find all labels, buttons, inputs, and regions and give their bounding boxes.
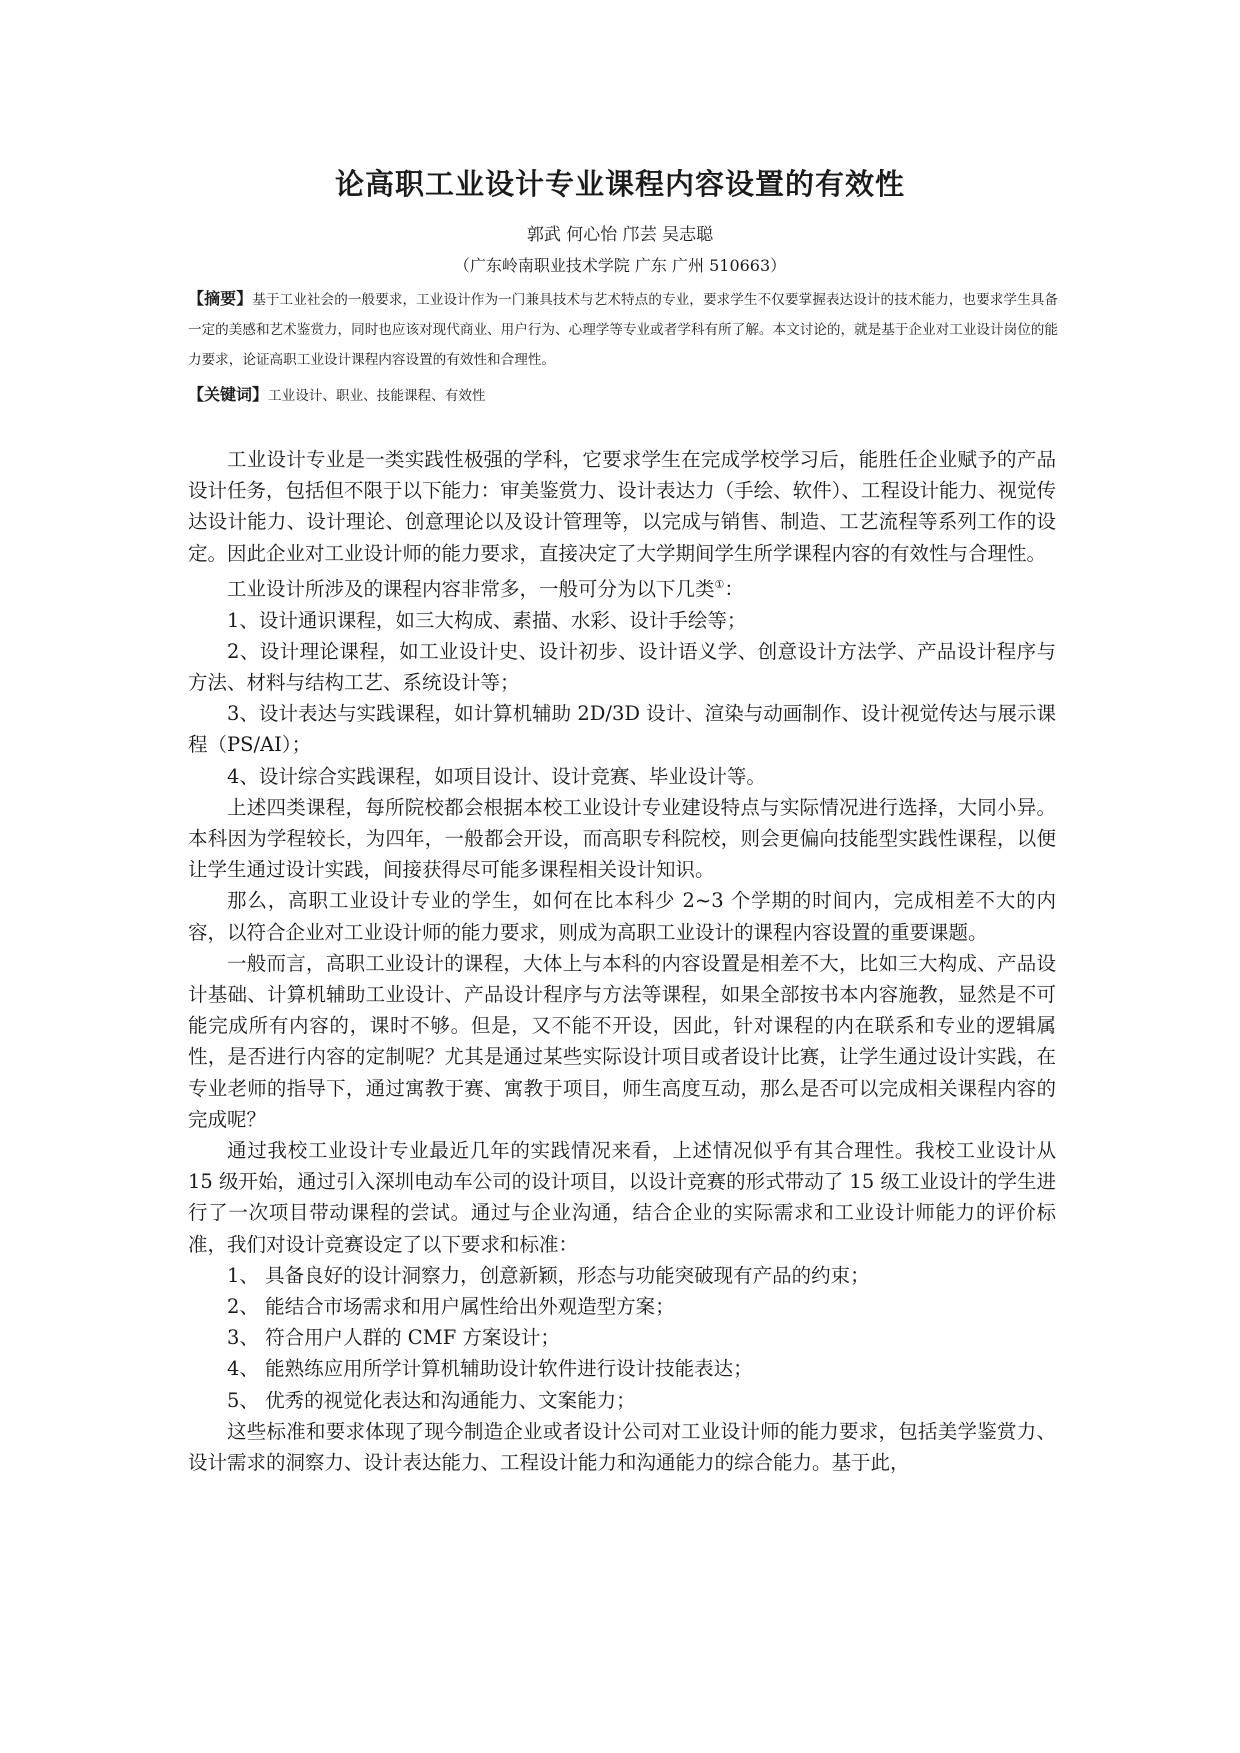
abstract — [188, 284, 1058, 375]
list-item: 5、 优秀的视觉化表达和沟通能力、文案能力； — [227, 1388, 636, 1412]
list-item: 4、 能熟练应用所学计算机辅助设计软件进行设计技能表达； — [227, 1357, 753, 1381]
paragraph: 这些标准和要求体现了现今制造企业或者设计公司对工业设计师的能力要求，包括美学鉴赏力、设计需求的洞察力、设计表达能力、工程设计能力和沟通能力的综合能力。基于此， — [188, 1419, 1056, 1474]
paragraph: 上述四类课程，每所院校都会根据本校工业设计专业建设特点与实际情况进行选择，大同小异。本科因为学程较长，为四年，一般都会开设，而高职专科院校，则会更偏向技能型实践性课程，以便让学生通过设计实践，间接获得尽可能多课程相关设计知识。 — [188, 795, 1056, 882]
list-item: 3、设计表达与实践课程，如计算机辅助 2D/3D 设计、渲染与动画制作、设计视觉传达与展示课程（PS/AI）； — [188, 702, 1056, 757]
footnote-marker: ① — [714, 577, 725, 591]
paper-title: 论高职工业设计专业课程内容设置的有效性 — [334, 167, 905, 201]
abstract-label: 【摘要】 — [188, 289, 253, 308]
body-text — [188, 444, 1056, 1478]
keywords — [188, 380, 1058, 411]
paragraph-end: ： — [724, 577, 744, 601]
paragraph: 通过我校工业设计专业最近几年的实践情况来看，上述情况似乎有其合理性。我校工业设计从 15 级开始，通过引入深圳电动车公司的设计项目，以设计竞赛的形式带动了 15 级工业设计的学生进行了一次项目带动课程的尝试。通过与企业沟通，结合企业的实际需求和工业设计师能力的评价标准，我们对设计竞赛设定了以下要求和标准： — [188, 1138, 1056, 1256]
paper-affiliation: （广东岭南职业技术学院 广东 广州 510663） — [453, 256, 787, 275]
list-item: 4、设计综合实践课程，如项目设计、设计竞赛、毕业设计等。 — [227, 764, 766, 788]
paragraph-text: 工业设计所涉及的课程内容非常多，一般可分为以下几类 — [227, 577, 715, 601]
paragraph: 那么，高职工业设计专业的学生，如何在比本科少 2~3 个学期的时间内，完成相差不大的内容，以符合企业对工业设计师的能力要求，则成为高职工业设计的课程内容设置的重要课题。 — [188, 889, 1056, 944]
list-item: 2、设计理论课程，如工业设计史、设计初步、设计语义学、创意设计方法学、产品设计程序与方法、材料与结构工艺、系统设计等； — [188, 639, 1056, 694]
list-item: 1、 具备良好的设计洞察力，创意新颖，形态与功能突破现有产品的约束； — [227, 1263, 870, 1287]
paper-authors: 郭武 何心怡 邝芸 吴志聪 — [526, 225, 714, 245]
list-item: 1、设计通识课程，如三大构成、素描、水彩、设计手绘等； — [227, 608, 747, 632]
list-item: 3、 符合用户人群的 CMF 方案设计； — [227, 1326, 560, 1350]
paragraph — [188, 569, 1056, 605]
keywords-label: 【关键词】 — [188, 385, 269, 404]
list-item: 2、 能结合市场需求和用户属性给出外观造型方案； — [227, 1294, 675, 1318]
keywords-text: 工业设计、职业、技能课程、有效性 — [268, 388, 486, 404]
paragraph: 工业设计专业是一类实践性极强的学科，它要求学生在完成学校学习后，能胜任企业赋予的产品设计任务，包括但不限于以下能力：审美鉴赏力、设计表达力（手绘、软件）、工程设计能力、视觉传达设计能力、设计理论、创意理论以及设计管理等，以完成与销售、制造、工艺流程等系列工作的设定。因此企业对工业设计师的能力要求，直接决定了大学期间学生所学课程内容的有效性与合理性。 — [188, 448, 1056, 565]
paragraph: 一般而言，高职工业设计的课程，大体上与本科的内容设置是相差不大，比如三大构成、产品设计基础、计算机辅助工业设计、产品设计程序与方法等课程，如果全部按书本内容施教，显然是不可能完成所有内容的，课时不够。但是，又不能不开设，因此，针对课程的内在联系和专业的逻辑属性，是否进行内容的定制呢？尤其是通过某些实际设计项目或者设计比赛，让学生通过设计实践，在专业老师的指导下，通过寓教于赛、寓教于项目，师生高度互动，那么是否可以完成相关课程内容的完成呢？ — [188, 951, 1056, 1131]
abstract-text: 基于工业社会的一般要求，工业设计作为一门兼具技术与艺术特点的专业，要求学生不仅要掌握表达设计的技术能力，也要求学生具备一定的美感和艺术鉴赏力，同时也应该对现代商业、用户行为、心理学等专业或者学科有所了解。本文讨论的，就是基于企业对工业设计岗位的能力要求，论证高职工业设计课程内容设置的有效性和合理性。 — [188, 292, 1058, 368]
